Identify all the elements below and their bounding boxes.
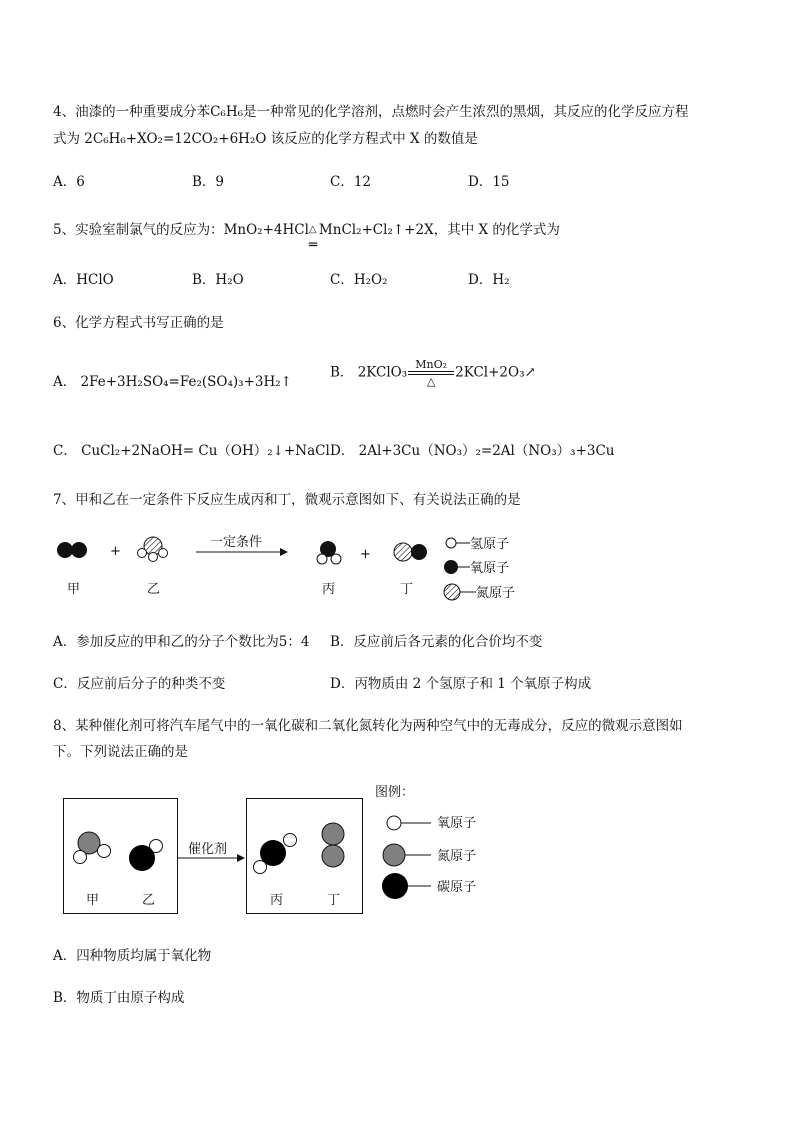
q6-option-b-reactant: B． 2KClO₃	[330, 364, 408, 381]
q5-option-c: C．H₂O₂	[330, 272, 388, 288]
q7-legend-hydrogen: 氢原子	[470, 537, 510, 552]
q7-label-bing: 丙	[322, 582, 336, 597]
q6-option-c: C． CuCl₂+2NaOH= Cu（OH）₂↓+NaCl	[53, 443, 330, 459]
q7-condition: 一定条件	[210, 535, 263, 550]
q7-stem: 7、甲和乙在一定条件下反应生成丙和丁，微观示意图如下、有关说法正确的是	[53, 492, 521, 508]
q4-stem-line1: 4、油漆的一种重要成分苯C₆H₆是一种常见的化学溶剂，点燃时会产生浓烈的黑烟，其反应的化学反应方程	[53, 104, 689, 120]
q5-stem-pre: 5、实验室制氯气的反应为：MnO₂+4HCl	[53, 222, 309, 238]
q4-option-b: B．9	[192, 174, 225, 190]
q7-option-c: C．反应前后分子的种类不变	[53, 676, 226, 692]
q8-label-jia: 甲	[86, 893, 100, 908]
q7-label-ding: 丁	[400, 582, 414, 597]
q8-label-bing: 丙	[270, 893, 284, 908]
q7-legend-oxygen: 氧原子	[470, 561, 510, 576]
q8-legend	[375, 785, 476, 899]
q5-stem-post: MnCl₂+Cl₂↑+2X，其中 X 的化学式为	[318, 222, 560, 238]
q8-molecule-ding	[322, 823, 344, 867]
q7-label-jia: 甲	[67, 582, 81, 597]
q5-option-b: B．H₂O	[192, 272, 244, 288]
q6-option-b-product: 2KCl+2O₃↗	[455, 364, 536, 381]
q7-label-yi: 乙	[147, 582, 161, 597]
q4-option-c: C．12	[330, 174, 372, 190]
q8-stem-line2: 下。下列说法正确的是	[53, 744, 188, 760]
q7-plus-1: +	[110, 544, 121, 559]
q6-option-b-heat: △	[426, 375, 436, 388]
q8-legend-title: 图例：	[375, 785, 415, 800]
q5-stem: 5、实验室制氯气的反应为：MnO₂+4HCl △ ═ MnCl₂+Cl₂↑+2X，其中 X 的化学式为	[53, 222, 560, 253]
q8-option-a: A．四种物质均属于氧化物	[53, 948, 212, 964]
q4-option-d: D．15	[468, 174, 510, 190]
q5-option-d: D．H₂	[468, 272, 510, 288]
q8-catalyst: 催化剂	[188, 842, 228, 857]
q7-option-b: B．反应前后各元素的化合价均不变	[330, 634, 543, 650]
q4-option-a: A．6	[53, 174, 85, 190]
q8-legend-carbon: 碳原子	[437, 880, 477, 895]
q8-legend-oxygen: 氧原子	[437, 816, 477, 831]
q5-option-a: A．HClO	[53, 272, 114, 288]
q6-option-d: D． 2Al+3Cu（NO₃）₂=2Al（NO₃）₃+3Cu	[330, 443, 615, 459]
q8-molecule-bing	[254, 834, 297, 874]
q8-stem-line1: 8、某种催化剂可将汽车尾气中的一氧化碳和二氧化氮转化为两种空气中的无毒成分，反应的微观示意图如	[53, 718, 683, 734]
q7-option-d: D．丙物质由 2 个氢原子和 1 个氧原子构成	[330, 676, 592, 692]
q6-option-b-catalyst: MnO₂	[415, 358, 448, 371]
q7-plus-2: +	[360, 547, 371, 562]
q8-label-ding: 丁	[327, 893, 341, 908]
q8-legend-nitrogen: 氮原子	[437, 849, 477, 864]
q8-label-yi: 乙	[142, 893, 156, 908]
q8-molecule-jia	[74, 832, 111, 864]
q5-heat-condition: △	[308, 224, 317, 235]
q6-option-a: A． 2Fe+3H₂SO₄=Fe₂(SO₄)₃+3H₂↑	[53, 374, 292, 390]
q8-option-b: B．物质丁由原子构成	[53, 990, 185, 1006]
q8-molecule-yi	[129, 840, 163, 872]
q6-stem: 6、化学方程式书写正确的是	[53, 315, 224, 331]
q7-option-a: A．参加反应的甲和乙的分子个数比为5：4	[53, 634, 310, 650]
q7-legend-nitrogen: 氮原子	[476, 586, 516, 601]
q4-stem-line2: 式为 2C₆H₆+XO₂=12CO₂+6H₂O 该反应的化学方程式中 X 的数值是	[53, 131, 478, 147]
